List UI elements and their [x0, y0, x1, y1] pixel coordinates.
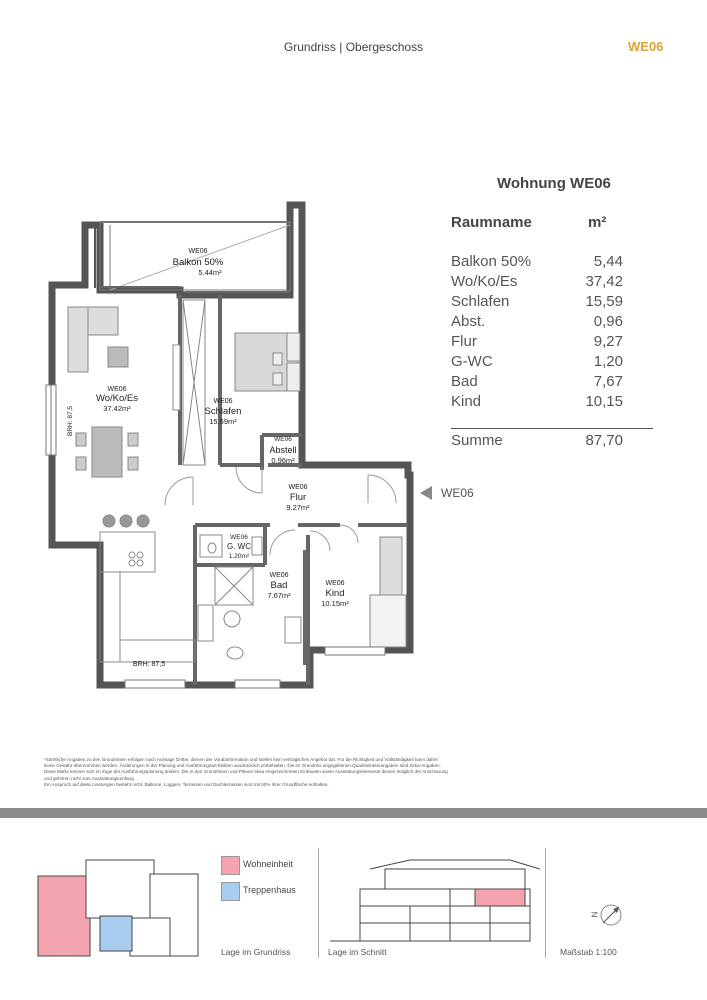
room-code-gwc: WE06: [230, 534, 248, 541]
room-area-schlafen: 15.59m²: [209, 417, 237, 426]
disclaimer-line: und gehören nicht zum Ausstattungsumfang.: [44, 775, 135, 781]
disclaimer: [44, 757, 604, 788]
footer-band: [0, 808, 707, 818]
unit-legend-label: Wohneinheit: [243, 859, 293, 869]
room-unit-header: m²: [588, 214, 607, 231]
room-area-wohnen: 37.42m²: [103, 404, 131, 413]
room-code-kind: WE06: [325, 580, 345, 587]
room-row: [451, 333, 623, 353]
room-name-flur: Flur: [289, 492, 307, 503]
scale-caption: Maßstab 1:100: [560, 947, 617, 957]
room-row-name: Abst.: [451, 313, 486, 330]
room-code-abstell: WE06: [274, 436, 292, 443]
room-code-flur: WE06: [288, 484, 308, 491]
room-name-balkon: Balkon 50%: [172, 257, 224, 268]
room-row-name: Wo/Ko/Es: [451, 273, 518, 290]
page-title: Grundriss | Obergeschoss: [283, 40, 424, 54]
stair-legend-label: Treppenhaus: [243, 885, 296, 895]
room-row: [451, 293, 623, 313]
room-row: [451, 273, 623, 293]
room-area-kind: 10.15m²: [321, 599, 349, 608]
room-row-area: 7,67: [593, 373, 623, 390]
room-name-wohnen: Wo/Ko/Es: [95, 393, 139, 404]
room-row-area: 1,20: [593, 353, 623, 370]
room-area-gwc: 1.20m²: [228, 553, 250, 560]
room-row-area: 0,96: [593, 313, 623, 330]
room-row: [451, 313, 623, 333]
sum-divider: [451, 428, 653, 429]
room-code-wohnen: WE06: [107, 386, 127, 393]
north-label: N: [590, 911, 600, 918]
room-area-flur: 9.27m²: [286, 503, 310, 512]
entrance-label: WE06: [441, 486, 474, 500]
room-row-area: 37,42: [585, 273, 623, 290]
apartment-title: Wohnung WE06: [497, 175, 611, 192]
north-arrow-icon: [596, 900, 626, 930]
sum-label: Summe: [451, 432, 503, 449]
room-row-area: 9,27: [593, 333, 623, 350]
room-name-gwc: G. WC: [227, 542, 251, 551]
room-row: [451, 253, 623, 273]
room-row-name: Bad: [451, 373, 478, 390]
room-row: [451, 353, 623, 373]
brh-side-label: BRH: 87,5: [67, 406, 74, 436]
room-row-area: 5,44: [593, 253, 623, 270]
room-name-kind: Kind: [325, 588, 345, 599]
room-code-bad: WE06: [269, 572, 289, 579]
site-plan-caption: Lage im Grundriss: [221, 947, 291, 957]
site-plan-map: [30, 858, 200, 958]
room-area-bad: 7.67m²: [267, 591, 291, 600]
room-code-schlafen: WE06: [213, 398, 233, 405]
room-name-schlafen: Schlafen: [204, 406, 242, 417]
room-row-area: 10,15: [585, 393, 623, 410]
room-area-abstell: 0.96m²: [271, 456, 295, 465]
disclaimer-line: Ein Anspruch auf diese Leistungen besteht nicht. Balkone, Loggien, Terrassen und Dachterrassen sind mit 50% ihrer Grundfläche enthalten.: [44, 781, 329, 787]
unit-legend-swatch: [221, 856, 240, 875]
brh-bottom-label: BRH: 87,5: [132, 661, 166, 668]
room-row: [451, 393, 623, 413]
room-row: [451, 373, 623, 393]
room-row-name: G-WC: [451, 353, 493, 370]
entrance-arrow-icon: [418, 485, 434, 501]
room-name-bad: Bad: [270, 580, 288, 591]
room-row-name: Kind: [451, 393, 482, 410]
room-row-name: Balkon 50%: [451, 253, 532, 270]
disclaimer-line: keine Gewähr übernommen werden. Änderungen in der Planung und Ausführungsart bleiben ausdrücklich vorbehalten. Die im Grundriss angegebenen Quadratmeterangaben sind Zirka-Angaben.: [44, 763, 441, 769]
stair-legend-swatch: [221, 882, 240, 901]
floor-plan: [40, 195, 440, 695]
section-diagram: [330, 855, 540, 945]
room-name-abstell: Abstell: [269, 445, 297, 455]
room-row-area: 15,59: [585, 293, 623, 310]
disclaimer-line: *Sämtliche Angaben zu den Grundrissen erfolgen nach Aussage Dritter, dienen der Vorabinformation und stellen kein vertragliches Angebot dar. Für die Richtigkeit und Vollständigkeit kann daher: [44, 757, 439, 762]
room-area-balkon: 5.44m²: [198, 268, 222, 277]
unit-code: WE06: [628, 39, 664, 54]
room-name-header: Raumname: [451, 214, 532, 231]
room-row-name: Flur: [451, 333, 477, 350]
disclaimer-line: Diese Maße können sich im Zuge der Ausführungsplanung ändern. Die in den Grundrissen und Plänen etwa eingezeichneten Einbauten sowie Ausstattungselemente dienen lediglich der Anschauung: [44, 769, 448, 775]
separator: [318, 848, 319, 958]
separator: [545, 848, 546, 958]
room-row-name: Schlafen: [451, 293, 510, 310]
sum-value: 87,70: [585, 432, 623, 449]
room-code-balkon: WE06: [188, 248, 208, 255]
section-caption: Lage im Schnitt: [328, 947, 387, 957]
